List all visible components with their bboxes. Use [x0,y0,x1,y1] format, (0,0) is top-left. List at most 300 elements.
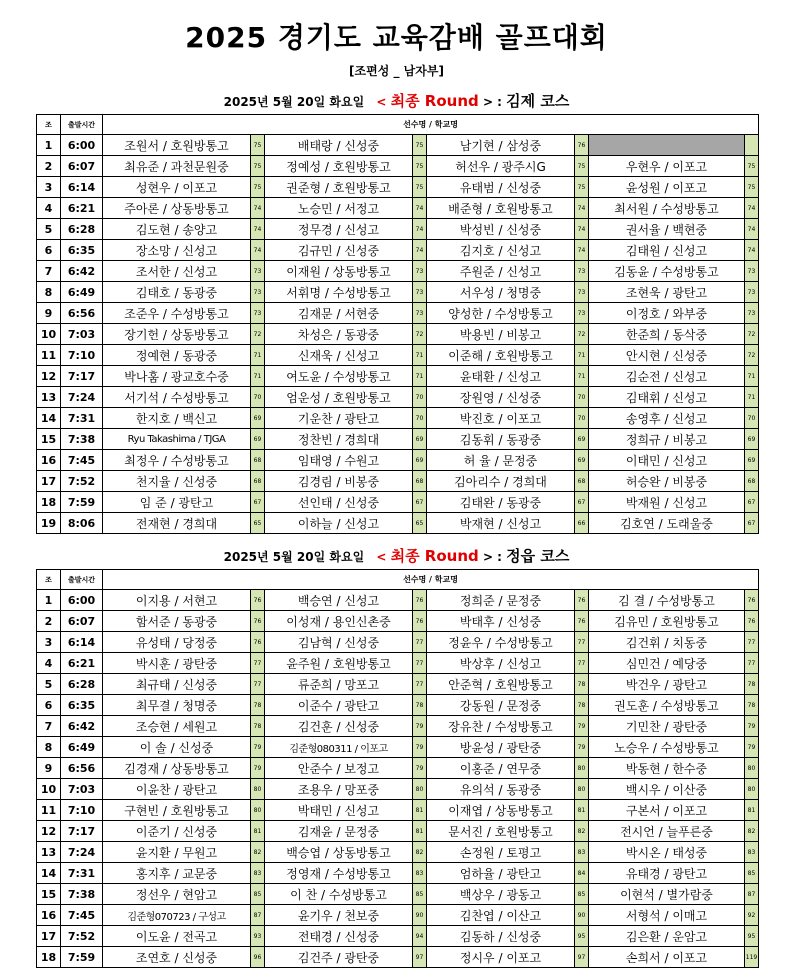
player-score: 82 [745,821,759,842]
player-score: 92 [745,905,759,926]
tee-time: 6:35 [61,695,103,716]
group-number: 16 [37,450,61,471]
group-number: 13 [37,842,61,863]
player-score: 97 [575,947,589,968]
player-name: 이현석 / 별가람중 [589,884,745,905]
tee-time: 6:00 [61,135,103,156]
player-score: 83 [575,842,589,863]
group-number: 11 [37,800,61,821]
player-score: 74 [251,219,265,240]
tee-time: 7:31 [61,863,103,884]
player-name: 김동하 / 신성중 [427,926,575,947]
header-group: 조 [37,115,61,135]
player-score: 73 [251,303,265,324]
player-score: 67 [745,513,759,534]
player-score: 80 [251,779,265,800]
player-score: 77 [575,632,589,653]
player-score: 81 [575,800,589,821]
group-number: 5 [37,219,61,240]
player-score: 71 [745,387,759,408]
player-score: 83 [251,863,265,884]
player-name [589,135,745,156]
tee-time: 6:07 [61,611,103,632]
player-name: 조연호 / 신성중 [103,947,251,968]
tee-time: 6:49 [61,737,103,758]
tee-time: 6:49 [61,282,103,303]
player-name: 이하늘 / 신성고 [265,513,413,534]
tee-time: 7:17 [61,366,103,387]
player-score: 75 [251,135,265,156]
player-score: 79 [251,737,265,758]
player-name: 김동휘 / 동광중 [427,429,575,450]
player-name: 백상우 / 광동고 [427,884,575,905]
player-name: 이성재 / 용인신촌중 [265,611,413,632]
player-name: 김준형070723 / 구성고 [103,905,251,926]
player-name: 홍지후 / 교문중 [103,863,251,884]
tee-time: 7:52 [61,471,103,492]
table-row [37,324,759,345]
group-number: 1 [37,590,61,611]
tee-time: 7:31 [61,408,103,429]
player-name: 김순전 / 신성고 [589,366,745,387]
table-row [37,261,759,282]
tee-time: 7:17 [61,821,103,842]
player-name: 김재문 / 서현중 [265,303,413,324]
player-score: 87 [251,905,265,926]
player-score: 83 [745,842,759,863]
player-score: 76 [575,590,589,611]
table-row [37,345,759,366]
player-score: 74 [413,198,427,219]
player-name: 김아리수 / 경희대 [427,471,575,492]
player-score: 74 [575,240,589,261]
player-score: 76 [251,611,265,632]
player-name: 김재윤 / 문정중 [265,821,413,842]
player-score: 78 [745,695,759,716]
player-score: 95 [575,926,589,947]
player-name: 조원서 / 호원방통고 [103,135,251,156]
player-name: 박시온 / 태성중 [589,842,745,863]
player-name: 김은환 / 운암고 [589,926,745,947]
tee-time: 7:45 [61,450,103,471]
player-name: 박시훈 / 광탄중 [103,653,251,674]
player-name: 김지호 / 신성고 [427,240,575,261]
player-score: 66 [575,513,589,534]
table-row [37,884,759,905]
player-name: 안준혁 / 호원방통고 [427,674,575,695]
tee-time-table-1 [36,114,759,534]
player-score: 69 [745,450,759,471]
player-score: 73 [575,303,589,324]
player-name: 기운찬 / 광탄고 [265,408,413,429]
player-name: 정희준 / 문정중 [427,590,575,611]
player-score: 74 [413,219,427,240]
player-name: 김경재 / 상동방통고 [103,758,251,779]
player-score: 70 [745,408,759,429]
player-name: 한준희 / 동삭중 [589,324,745,345]
tee-time: 7:38 [61,884,103,905]
header-time: 출발시간 [61,570,103,590]
player-score: 70 [575,408,589,429]
tee-time: 6:21 [61,653,103,674]
player-name: 박진호 / 이포고 [427,408,575,429]
group-number: 4 [37,653,61,674]
player-score: 80 [413,779,427,800]
player-name: 김호연 / 도래울중 [589,513,745,534]
player-name: 이 찬 / 수성방통고 [265,884,413,905]
player-name: 엄운성 / 호원방통고 [265,387,413,408]
player-score: 68 [575,471,589,492]
player-score: 79 [413,737,427,758]
player-score: 72 [251,324,265,345]
tee-time: 6:56 [61,303,103,324]
player-score: 79 [251,758,265,779]
tee-time: 7:38 [61,429,103,450]
player-name: 한지호 / 백신고 [103,408,251,429]
player-name: 김태호 / 동광중 [103,282,251,303]
player-score: 75 [251,156,265,177]
player-name: 이 솔 / 신성중 [103,737,251,758]
player-name: 안준수 / 보정고 [265,758,413,779]
player-name: 장기헌 / 상동방통고 [103,324,251,345]
player-score: 73 [413,261,427,282]
table-row [37,632,759,653]
player-name: 조현욱 / 광탄고 [589,282,745,303]
player-score: 71 [413,366,427,387]
player-score: 77 [413,674,427,695]
player-name: 권서율 / 백현중 [589,219,745,240]
player-name: 구본서 / 이포고 [589,800,745,821]
player-score: 78 [251,716,265,737]
player-name: 장소망 / 신성고 [103,240,251,261]
player-score: 78 [575,695,589,716]
course-name: 김제 코스 [506,92,570,110]
player-score: 74 [745,240,759,261]
player-name: 김건주 / 광탄중 [265,947,413,968]
player-score: 68 [251,450,265,471]
player-score: 76 [413,611,427,632]
player-name: 정선우 / 현암고 [103,884,251,905]
tee-time: 7:59 [61,492,103,513]
player-score: 79 [413,758,427,779]
player-name: 이준수 / 광탄고 [265,695,413,716]
player-name: 정예성 / 호원방통고 [265,156,413,177]
player-score: 71 [413,345,427,366]
player-score: 75 [413,156,427,177]
table-row [37,240,759,261]
player-name: 노승민 / 서정고 [265,198,413,219]
player-name: 백시우 / 이산중 [589,779,745,800]
player-score: 96 [251,947,265,968]
round-label: 최종 Round [390,92,479,110]
player-score: 82 [413,842,427,863]
table-row [37,842,759,863]
player-name: 유성태 / 당정중 [103,632,251,653]
table-row [37,695,759,716]
tee-time: 6:28 [61,219,103,240]
player-score: 75 [745,156,759,177]
table-header-row [37,570,759,590]
group-number: 6 [37,695,61,716]
player-name: 서휘명 / 수성방통고 [265,282,413,303]
player-name: 이지용 / 서현고 [103,590,251,611]
player-score: 72 [745,324,759,345]
player-score: 97 [413,947,427,968]
group-number: 7 [37,261,61,282]
player-name: 권도훈 / 수성방통고 [589,695,745,716]
player-name: 박성빈 / 신성중 [427,219,575,240]
player-score: 77 [575,653,589,674]
player-name: 박나훔 / 광교호수중 [103,366,251,387]
player-score: 80 [745,779,759,800]
player-score: 75 [745,177,759,198]
player-score: 73 [251,282,265,303]
player-score: 81 [413,800,427,821]
tee-time: 8:06 [61,513,103,534]
player-name: 윤지환 / 무원고 [103,842,251,863]
table-row [37,177,759,198]
player-score: 73 [251,261,265,282]
player-score: 71 [575,366,589,387]
player-name: 천지율 / 신성중 [103,471,251,492]
table-row [37,716,759,737]
course-header-2 [0,545,793,566]
player-name: 김유민 / 호원방통고 [589,611,745,632]
group-number: 8 [37,282,61,303]
player-name: 김준형080311 / 이포고 [265,737,413,758]
player-score: 73 [575,282,589,303]
tee-time: 7:03 [61,779,103,800]
group-number: 17 [37,471,61,492]
tee-time: 6:14 [61,177,103,198]
player-score: 69 [575,429,589,450]
tee-time: 6:42 [61,261,103,282]
group-number: 2 [37,611,61,632]
player-score: 65 [251,513,265,534]
player-score: 76 [575,611,589,632]
player-score: 77 [251,653,265,674]
player-name: 백승엽 / 상동방통고 [265,842,413,863]
player-name: 최규태 / 신성중 [103,674,251,695]
tee-time: 6:07 [61,156,103,177]
header-players: 선수명 / 학교명 [103,570,759,590]
player-name: 김건훈 / 신성중 [265,716,413,737]
group-number: 12 [37,366,61,387]
table-row [37,611,759,632]
player-score: 72 [745,345,759,366]
player-score: 71 [575,345,589,366]
table-row [37,800,759,821]
course-header-1 [0,90,793,111]
player-name: 성현우 / 이포고 [103,177,251,198]
player-score: 78 [251,695,265,716]
player-name: 이윤찬 / 광탄고 [103,779,251,800]
player-name: 이준기 / 신성중 [103,821,251,842]
player-name: 손정원 / 토평고 [427,842,575,863]
course-date: 2025년 5월 20일 화요일 [223,550,365,564]
player-name: 이재엽 / 상동방통고 [427,800,575,821]
player-name: 정찬빈 / 경희대 [265,429,413,450]
group-number: 6 [37,240,61,261]
player-name: 박상후 / 신성고 [427,653,575,674]
table-row [37,905,759,926]
tee-time: 7:24 [61,842,103,863]
player-score: 72 [413,324,427,345]
player-name: 유의석 / 동광중 [427,779,575,800]
player-name: 김경림 / 비봉중 [265,471,413,492]
player-score: 69 [251,429,265,450]
player-score: 73 [575,261,589,282]
player-name: 박재현 / 신성고 [427,513,575,534]
player-score: 84 [575,863,589,884]
player-score: 76 [251,590,265,611]
player-score: 70 [575,387,589,408]
player-score: 74 [251,240,265,261]
group-number: 11 [37,345,61,366]
player-name: 배준형 / 호원방통고 [427,198,575,219]
player-name: 조용우 / 망포중 [265,779,413,800]
group-number: 13 [37,387,61,408]
table-row [37,408,759,429]
bracket-close: > : [482,550,502,564]
player-name: 박건우 / 광탄고 [589,674,745,695]
group-number: 7 [37,716,61,737]
player-score: 79 [745,716,759,737]
player-name: 정예현 / 동광중 [103,345,251,366]
player-score: 75 [575,177,589,198]
player-name: 이준해 / 호원방통고 [427,345,575,366]
player-score: 74 [413,240,427,261]
tee-time-table-2 [36,569,759,968]
group-number: 19 [37,513,61,534]
table-row [37,590,759,611]
player-score: 119 [745,947,759,968]
player-score: 85 [745,863,759,884]
group-number: 1 [37,135,61,156]
player-score: 73 [745,261,759,282]
player-score: 74 [745,219,759,240]
player-score: 77 [413,632,427,653]
player-name: 이정호 / 와부중 [589,303,745,324]
player-name: 정희규 / 비봉고 [589,429,745,450]
player-name: 이도윤 / 전곡고 [103,926,251,947]
player-name: 김 결 / 수성방통고 [589,590,745,611]
group-number: 18 [37,947,61,968]
player-score: 74 [251,198,265,219]
player-score: 94 [413,926,427,947]
player-score: 79 [575,716,589,737]
tee-time: 7:59 [61,947,103,968]
group-number: 4 [37,198,61,219]
player-score: 77 [251,674,265,695]
player-score: 79 [413,716,427,737]
player-name: 조서한 / 신성고 [103,261,251,282]
player-score: 76 [745,590,759,611]
player-score: 83 [413,863,427,884]
player-name: 엄하율 / 광탄고 [427,863,575,884]
table-header-row [37,115,759,135]
player-score: 90 [413,905,427,926]
table-row [37,513,759,534]
player-score: 72 [575,324,589,345]
player-name: 윤태환 / 신성고 [427,366,575,387]
player-name: 김건휘 / 치동중 [589,632,745,653]
player-name: 신재욱 / 신성고 [265,345,413,366]
tee-time: 6:56 [61,758,103,779]
player-score: 78 [745,674,759,695]
player-name: 정윤우 / 수성방통고 [427,632,575,653]
table-row [37,471,759,492]
group-number: 10 [37,779,61,800]
player-name: 심민건 / 예당중 [589,653,745,674]
player-score: 74 [745,198,759,219]
group-number: 16 [37,905,61,926]
table-row [37,758,759,779]
player-name: Ryu Takashima / TJGA [103,429,251,450]
player-name: 김태원 / 신성고 [589,240,745,261]
player-name: 임 준 / 광탄고 [103,492,251,513]
table-row [37,821,759,842]
player-score: 95 [745,926,759,947]
player-name: 여도윤 / 수성방통고 [265,366,413,387]
player-score: 69 [745,429,759,450]
round-label: 최종 Round [390,547,479,565]
table-row [37,135,759,156]
tee-time: 7:52 [61,926,103,947]
player-name: 이재원 / 상동방통고 [265,261,413,282]
player-name: 조준우 / 수성방통고 [103,303,251,324]
page-title: 2025 경기도 교육감배 골프대회 [185,21,608,54]
player-name: 김동윤 / 수성방통고 [589,261,745,282]
group-number: 2 [37,156,61,177]
group-number: 14 [37,863,61,884]
table-row [37,947,759,968]
player-score: 69 [413,450,427,471]
player-name: 기민찬 / 광탄중 [589,716,745,737]
tee-time: 7:10 [61,345,103,366]
player-name: 문서진 / 호원방통고 [427,821,575,842]
header-time: 출발시간 [61,115,103,135]
tee-time: 6:35 [61,240,103,261]
group-number: 8 [37,737,61,758]
player-name: 구현빈 / 호원방통고 [103,800,251,821]
player-score: 73 [745,303,759,324]
player-score: 68 [413,471,427,492]
table-row [37,219,759,240]
table-row [37,863,759,884]
player-score: 82 [251,842,265,863]
player-name: 전시언 / 늘푸른중 [589,821,745,842]
player-score: 70 [413,408,427,429]
player-name: 권준형 / 호원방통고 [265,177,413,198]
player-name: 윤주원 / 호원방통고 [265,653,413,674]
tee-time: 7:03 [61,324,103,345]
player-name: 장원영 / 신성중 [427,387,575,408]
player-name: 우현우 / 이포고 [589,156,745,177]
player-name: 양성한 / 수성방통고 [427,303,575,324]
player-score: 76 [745,611,759,632]
player-score: 82 [575,821,589,842]
table-row [37,737,759,758]
tee-time: 6:28 [61,674,103,695]
player-name: 박재원 / 신성고 [589,492,745,513]
player-score: 75 [575,156,589,177]
player-name: 유태범 / 신성중 [427,177,575,198]
player-score: 71 [251,366,265,387]
header-group: 조 [37,570,61,590]
player-score: 80 [575,779,589,800]
player-name: 김태완 / 동광중 [427,492,575,513]
